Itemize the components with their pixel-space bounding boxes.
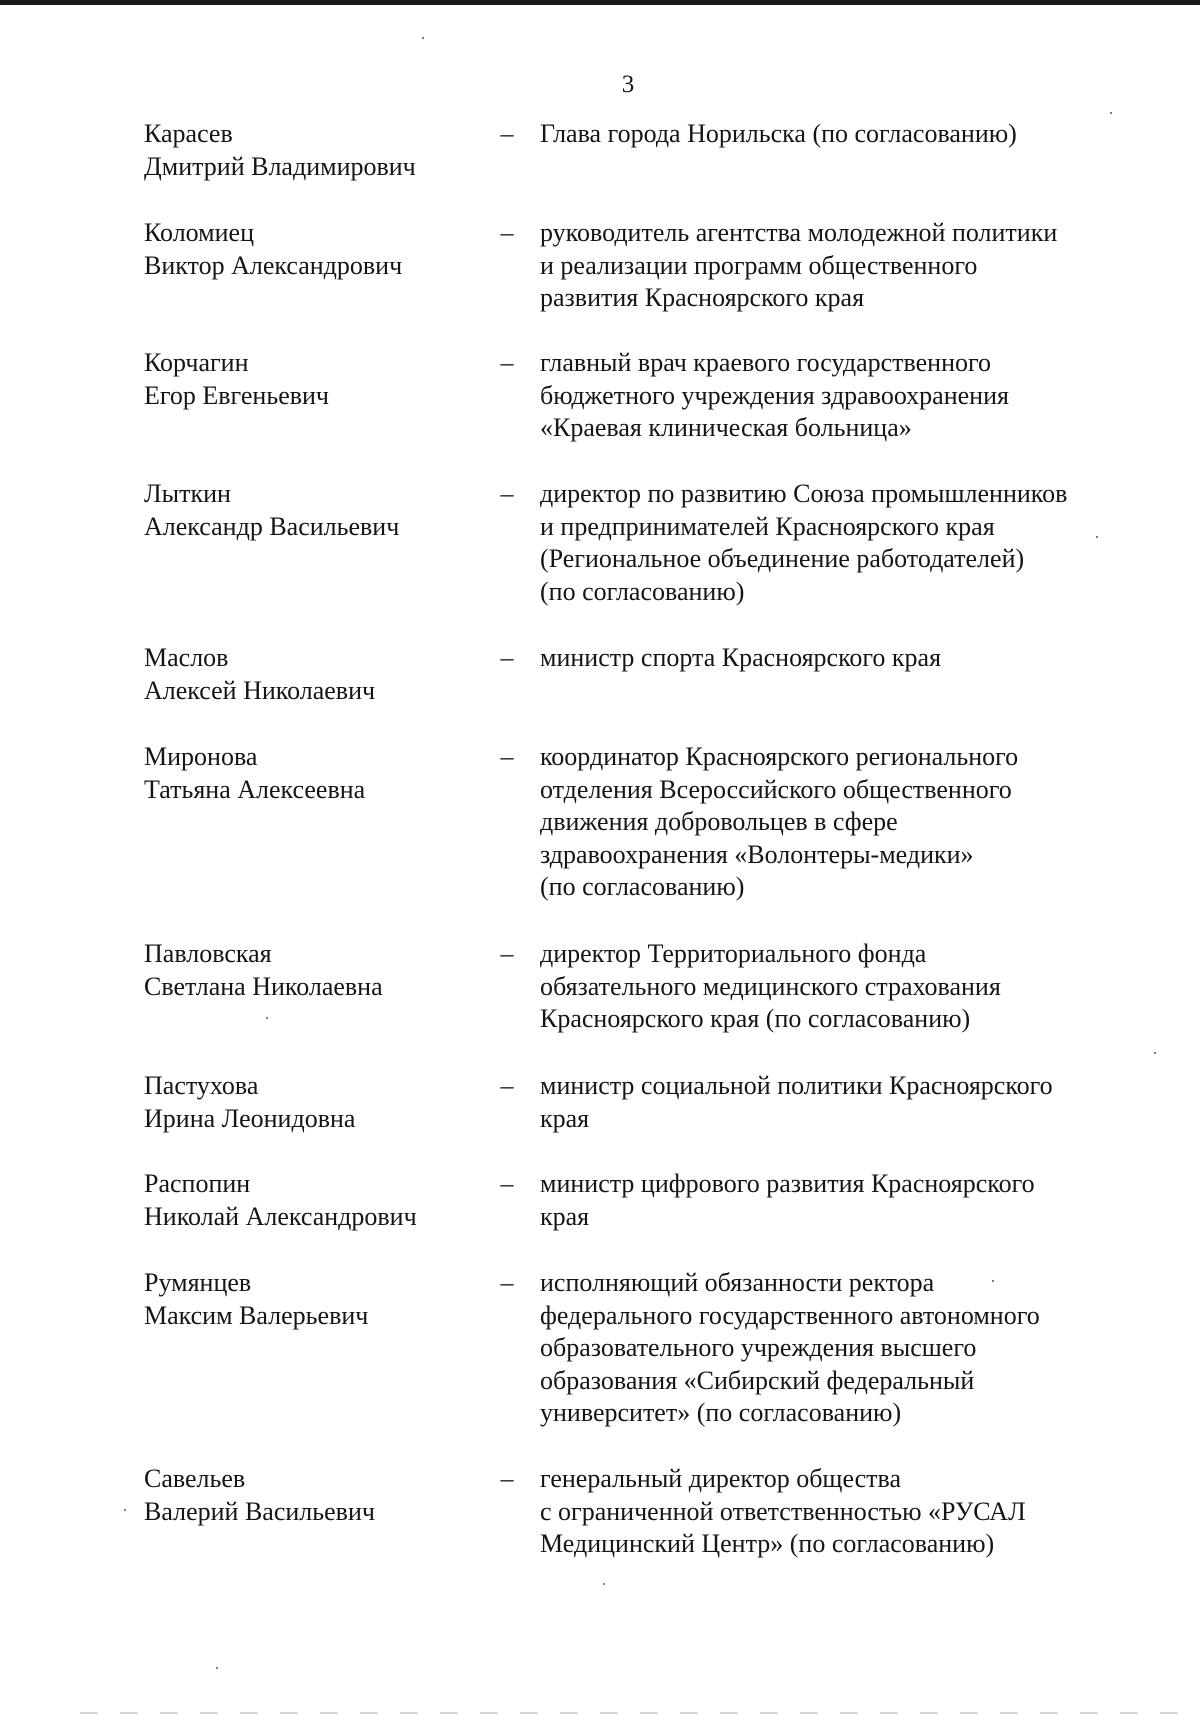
member-given-names: Александр Васильевич	[144, 511, 400, 541]
scan-speck	[992, 1280, 994, 1282]
member-role-line: «Краевая клиническая больница»	[540, 413, 912, 442]
scan-bottom-noise	[80, 1712, 1180, 1714]
member-role-line: Красноярского края (по согласованию)	[540, 1004, 971, 1033]
member-dash: –	[500, 479, 514, 508]
member-role-line: университет» (по согласованию)	[540, 1398, 902, 1427]
member-role-line: развития Красноярского края	[540, 283, 865, 312]
scan-speck	[216, 1667, 218, 1669]
member-given-names: Алексей Николаевич	[144, 675, 376, 705]
member-dash: –	[500, 939, 514, 968]
member-name	[144, 1168, 474, 1233]
member-name	[144, 1070, 474, 1135]
member-role-line: Медицинский Центр» (по согласованию)	[540, 1529, 995, 1558]
member-given-names: Николай Александрович	[144, 1201, 417, 1231]
scan-speck	[124, 1509, 126, 1511]
member-role-line: директор по развитию Союза промышленников	[540, 479, 1068, 508]
member-name	[144, 118, 474, 183]
member-given-names: Виктор Александрович	[144, 250, 403, 280]
member-given-names: Светлана Николаевна	[144, 971, 383, 1001]
member-given-names: Ирина Леонидовна	[144, 1103, 356, 1133]
scan-speck	[422, 37, 424, 39]
member-dash: –	[500, 1071, 514, 1100]
member-surname: Пастухова	[144, 1071, 259, 1100]
member-role	[540, 1168, 1120, 1233]
member-role	[540, 642, 1120, 675]
member-role-line: образования «Сибирский федеральный	[540, 1365, 975, 1395]
member-role-line: (по согласованию)	[540, 872, 745, 901]
member-given-names: Валерий Васильевич	[144, 1496, 375, 1526]
member-name	[144, 642, 474, 707]
member-role-line: отделения Всероссийского общественного	[540, 774, 1012, 804]
member-surname: Румянцев	[144, 1268, 252, 1297]
member-role-line: с ограниченной ответственностью «РУСАЛ	[540, 1496, 1026, 1526]
member-given-names: Дмитрий Владимирович	[144, 151, 416, 181]
member-given-names: Егор Евгеньевич	[144, 380, 329, 410]
member-role-line: образовательного учреждения высшего	[540, 1333, 977, 1362]
member-dash: –	[500, 348, 514, 377]
member-role	[540, 478, 1120, 608]
member-name	[144, 217, 474, 282]
member-role	[540, 118, 1120, 151]
member-role	[540, 217, 1120, 315]
member-surname: Карасев	[144, 119, 233, 148]
member-role-line: координатор Красноярского регионального	[540, 742, 1019, 771]
member-given-names: Максим Валерьевич	[144, 1300, 369, 1330]
member-dash: –	[500, 643, 514, 672]
member-role	[540, 347, 1120, 445]
member-role-line: и реализации программ общественного	[540, 250, 978, 280]
scan-speck	[603, 1583, 605, 1585]
member-role-line: движения добровольцев в сфере	[540, 807, 898, 836]
member-role-line: главный врач краевого государственного	[540, 348, 992, 377]
member-dash: –	[500, 1268, 514, 1297]
member-surname: Павловская	[144, 939, 272, 968]
member-role	[540, 1267, 1120, 1430]
member-role	[540, 938, 1120, 1036]
member-role-line: министр социальной политики Красноярского	[540, 1071, 1053, 1100]
member-role-line: директор Территориального фонда	[540, 939, 927, 968]
scan-speck	[1096, 536, 1098, 538]
member-dash: –	[500, 1464, 514, 1493]
member-role-line: министр спорта Красноярского края	[540, 643, 942, 672]
scan-speck	[266, 1017, 268, 1019]
member-surname: Маслов	[144, 643, 229, 672]
member-role-line: края	[540, 1103, 590, 1133]
member-surname: Распопин	[144, 1169, 251, 1198]
scan-speck	[1110, 112, 1112, 114]
member-role	[540, 741, 1120, 904]
member-name	[144, 478, 474, 543]
member-surname: Савельев	[144, 1464, 246, 1493]
member-role-line: и предпринимателей Красноярского края	[540, 511, 995, 541]
member-surname: Коломиец	[144, 218, 255, 247]
member-role-line: исполняющий обязанности ректора	[540, 1268, 935, 1297]
member-surname: Лыткин	[144, 479, 231, 508]
member-name	[144, 347, 474, 412]
page-number: 3	[621, 71, 635, 98]
member-role-line: (Региональное объединение работодателей)	[540, 544, 1025, 573]
member-dash: –	[500, 218, 514, 247]
member-role-line: Глава города Норильска (по согласованию)	[540, 119, 1017, 148]
member-role-line: (по согласованию)	[540, 576, 745, 606]
member-role-line: здравоохранения «Волонтеры-медики»	[540, 839, 974, 869]
member-name	[144, 1267, 474, 1332]
member-surname: Миронова	[144, 742, 258, 771]
member-role-line: обязательного медицинского страхования	[540, 971, 1001, 1001]
member-name	[144, 938, 474, 1003]
member-dash: –	[500, 119, 514, 148]
member-role-line: руководитель агентства молодежной политики	[540, 218, 1058, 247]
member-role-line: федерального государственного автономного	[540, 1300, 1040, 1330]
member-role-line: генеральный директор общества	[540, 1464, 902, 1493]
member-role	[540, 1070, 1120, 1135]
member-role-line: бюджетного учреждения здравоохранения	[540, 380, 1009, 410]
member-dash: –	[500, 1169, 514, 1198]
member-name	[144, 741, 474, 806]
member-name	[144, 1463, 474, 1528]
member-role-line: края	[540, 1201, 590, 1231]
member-dash: –	[500, 742, 514, 771]
member-surname: Корчагин	[144, 348, 249, 377]
member-given-names: Татьяна Алексеевна	[144, 774, 366, 804]
member-role-line: министр цифрового развития Красноярского	[540, 1169, 1035, 1198]
scan-speck	[1154, 1052, 1156, 1054]
member-role	[540, 1463, 1120, 1561]
